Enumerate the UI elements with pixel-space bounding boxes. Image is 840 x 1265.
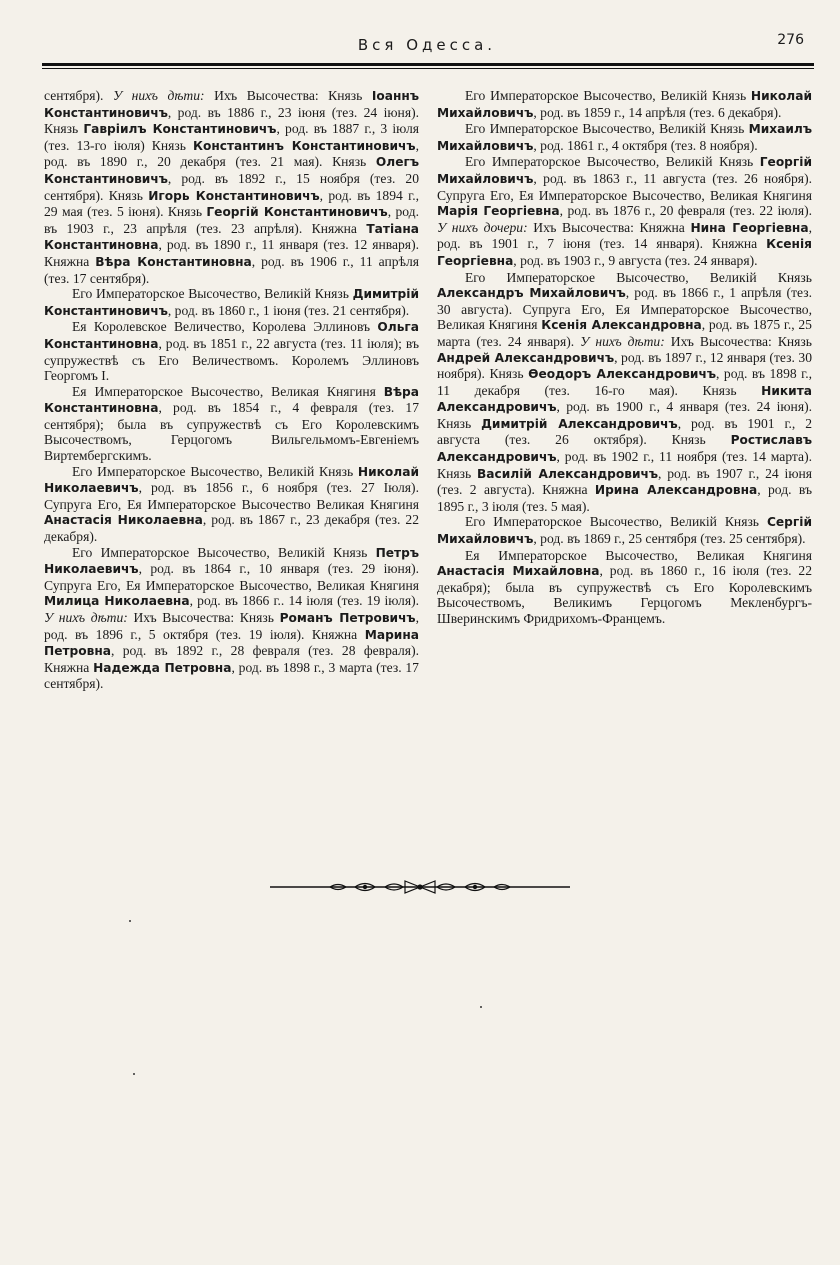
entry-text: , род. въ 1867 г., 23 декабря (тез. 22 декабря). [44,512,419,545]
print-speck [133,1073,135,1075]
person-name: Вѣра Константиновна [44,384,419,416]
person-name: Ольга Константиновна [44,320,419,351]
entry-text: , род. въ 1894 г., 29 мая (тез. 5 іюня). Князь [44,187,419,220]
entry-text: , род. въ 1903 г., 23 апрѣля (тез. 23 апрѣля). Княжна [44,204,419,236]
person-name: Димитрій Константиновичъ [44,287,419,318]
entry-text: , род. въ 1856 г., 6 ноября (тез. 27 Іюля). Супруга Его, Ея Императорское Высочество Великая Княгиня [44,480,419,512]
page-header [42,30,812,62]
person-name: Марина Петровна [44,627,419,659]
page-number: 276 [777,32,804,48]
entry-text: , род. въ 1890 г., 11 января (тез. 12 января). Княжна [44,237,419,269]
entry-text: , род. въ 1896 г., 5 октября (тез. 19 іюля). Княжна [44,610,419,642]
person-name: Георгій Михайловичъ [437,155,812,186]
person-name: Ксенія Георгіевна [437,237,812,268]
header-rule-thick [42,63,814,66]
entry-text: , род. 1861 г., 4 октября (тез. 8 ноября). [533,137,758,153]
entry-paragraph [44,384,419,464]
person-name: Константинъ Константиновичъ [192,138,416,153]
children-label: У нихъ дѣти: [580,333,665,349]
header-rule-thin [42,68,814,69]
entry-paragraph [437,514,812,547]
entry-paragraph [44,88,419,286]
entry-text: , род. въ 1864 г., 10 января (тез. 29 іюня). Супруга Его, Ея Императорское Высочество, Великая Княгиня [44,561,419,593]
entry-text: Его Императорское Высочество, Великій Князь [465,121,749,137]
entry-text: , род. въ 1900 г., 4 января (тез. 24 іюня). Князь [437,399,812,431]
entry-text: , род. въ 1892 г., 15 ноября (тез. 20 сентября). Князь [44,170,419,203]
person-name: Іоаннъ Константиновичъ [44,89,420,120]
person-name: Андрей Александровичъ [437,350,615,365]
entry-text: , род. въ 1876 г., 20 февраля (тез. 22 іюля). [559,203,812,219]
entry-text: Ея Королевское Величество, Королева Эллиновъ [72,319,378,335]
entry-text: Его Императорское Высочество, Великій Князь [72,463,358,479]
entry-text: Ея Императорское Высочество, Великая Княгиня [465,547,812,563]
running-title: Вся Одесса. [357,36,497,54]
person-name: Никита Александровичъ [437,383,812,415]
entry-text: Ихъ Высочества: Княжна [527,219,691,235]
entry-paragraph [44,286,419,319]
person-name: Петръ Николаевичъ [44,545,419,577]
person-name: Сергій Михайловичъ [437,515,812,547]
entry-text: , род. въ 1863 г., 11 августа (тез. 26 ноября). Супруга Его, Ея Императорское Высочество, Великая Княгиня [437,170,812,203]
person-name: Николай Николаевичъ [44,464,419,496]
person-name: Ирина Александровна [594,483,758,498]
entry-text: , род. въ 1897 г., 12 января (тез. 30 ноября). Князь [437,349,813,382]
entry-paragraph [437,270,812,515]
entry-text: , род. въ 1895 г., 3 іюля (тез. 5 мая). [437,482,812,514]
entry-paragraph [437,548,812,627]
entry-text: Его Императорское Высочество, Великій Князь [72,544,376,560]
entry-text: Его Императорское Высочество, Великій Князь [465,88,751,103]
entry-paragraph [44,319,419,383]
entry-text: , род. въ 1859 г., 14 апрѣля (тез. 6 декабря). [533,104,782,120]
entry-text: Ихъ Высочества: Князь [664,333,812,349]
entry-text: , род. въ 1860 г., 16 іюля (тез. 22 декабря); была въ супружествѣ съ Его Королевскимъ Высочествомъ, Великимъ Герцогомъ Мекленбургъ-Шверинскимъ Фридрихомъ-Францемъ. [437,563,812,626]
person-name: Александръ Михайловичъ [437,286,626,301]
right-column [437,88,812,627]
entry-paragraph [437,154,812,269]
entry-text: , род. въ 1898 г., 3 марта (тез. 17 сентября). [44,659,419,692]
ornamental-divider [270,877,570,897]
entry-text: Его Императорское Высочество, Великій Князь [465,269,812,285]
entry-text: , род. въ 1854 г., 4 февраля (тез. 17 сентября); была въ супружествѣ съ Его Королевскимъ Высочествомъ, Герцогомъ Вильгельмомъ-Евгеніемъ Виртембергскимъ. [44,400,419,464]
person-name: Татіана Константиновна [44,221,419,253]
entry-text: , род. въ 1851 г., 22 августа (тез. 11 іюля); въ супружествѣ съ Его Величествомъ. Королемъ Эллиновъ Георгомъ I. [44,335,419,384]
entry-text: , род. въ 1902 г., 11 ноября (тез. 14 марта). Князь [437,449,812,481]
person-name: Василій Александровичъ [476,466,659,481]
print-speck [129,920,131,922]
person-name: Михаилъ Михайловичъ [437,122,812,153]
person-name: Анастасія Михайловна [437,564,600,579]
entry-text: , род. въ 1898 г., 11 декабря (тез. 16-го мая). Князь [437,366,812,398]
entry-text: , род. въ 1875 г., 25 марта (тез. 24 января). [437,317,812,349]
entry-text: Его Императорское Высочество, Великій Князь [72,286,353,302]
entry-text: Его Императорское Высочество, Великій Князь [465,514,767,530]
entry-text: , род. въ 1869 г., 25 сентября (тез. 25 сентября). [533,531,806,547]
entry-paragraph [437,88,812,121]
entry-text: , род. въ 1906 г., 11 апрѣля (тез. 17 сентября). [44,253,419,286]
entry-paragraph [44,464,419,545]
person-name: Гавріилъ Константиновичъ [83,122,277,137]
entry-text: , род. въ 1866 г., 1 апрѣля (тез. 30 августа). Супруга Его, Ея Императорское Высочество, Великая Княгиня [437,285,812,333]
entry-text: , род. въ 1901 г., 7 іюня (тез. 14 января). Княжна [437,219,812,252]
entry-text: сентября). [44,88,113,103]
person-name: Марія Георгіевна [437,204,560,219]
print-speck [480,1006,482,1008]
entry-text: , род. въ 1903 г., 9 августа (тез. 24 января). [513,252,758,268]
entry-text: , род. въ 1887 г., 3 іюля (тез. 13-го іюля) Князь [44,121,420,153]
person-name: Романъ Петровичъ [279,611,416,625]
person-name: Ѳеодоръ Александровичъ [528,367,717,382]
person-name: Нина Георгіевна [690,220,809,235]
entry-text: Ихъ Высочества: Князь [204,88,372,103]
person-name: Вѣра Константиновна [95,254,252,269]
entry-text: Ихъ Высочества: Князь [127,610,280,625]
person-name: Николай Михайловичъ [437,89,812,120]
person-name: Ростиславъ Александровичъ [437,433,812,465]
person-name: Милица Николаевна [44,594,190,609]
entry-text: , род. въ 1866 г.. 14 іюля (тез. 19 іюля). [189,593,419,609]
entry-text: Его Императорское Высочество, Великій Князь [465,154,760,170]
entry-text: Ея Императорское Высочество, Великая Княгиня [72,383,384,399]
children-label: У нихъ дѣти: [44,610,128,625]
person-name: Игорь Константиновичъ [148,188,320,203]
person-name: Анастасія Николаевна [44,513,203,528]
children-label: У нихъ дочери: [437,219,528,235]
person-name: Олегъ Константиновичъ [44,155,419,186]
person-name: Димитрій Александровичъ [481,416,678,431]
entry-text: , род. въ 1860 г., 1 іюня (тез. 21 сентября). [167,302,410,318]
entry-text: , род. въ 1907 г., 24 іюня (тез. 2 августа). Княжна [437,465,813,498]
left-column [44,88,419,692]
person-name: Ксенія Александровна [541,318,702,333]
entry-paragraph [437,121,812,154]
person-name: Георгій Константиновичъ [206,205,388,220]
entry-paragraph [44,545,419,692]
entry-text: , род. въ 1901 г., 2 августа (тез. 26 октября). Князь [437,415,812,448]
entry-text: , род. въ 1886 г., 23 іюня (тез. 24 іюня). Князь [44,104,419,137]
children-label: У нихъ дѣти: [112,88,205,103]
entry-text: , род. въ 1892 г., 28 февраля (тез. 28 февраля). Княжна [44,643,419,675]
person-name: Надежда Петровна [93,660,232,675]
entry-text: , род. въ 1890 г., 20 декабря (тез. 21 мая). Князь [44,137,419,170]
